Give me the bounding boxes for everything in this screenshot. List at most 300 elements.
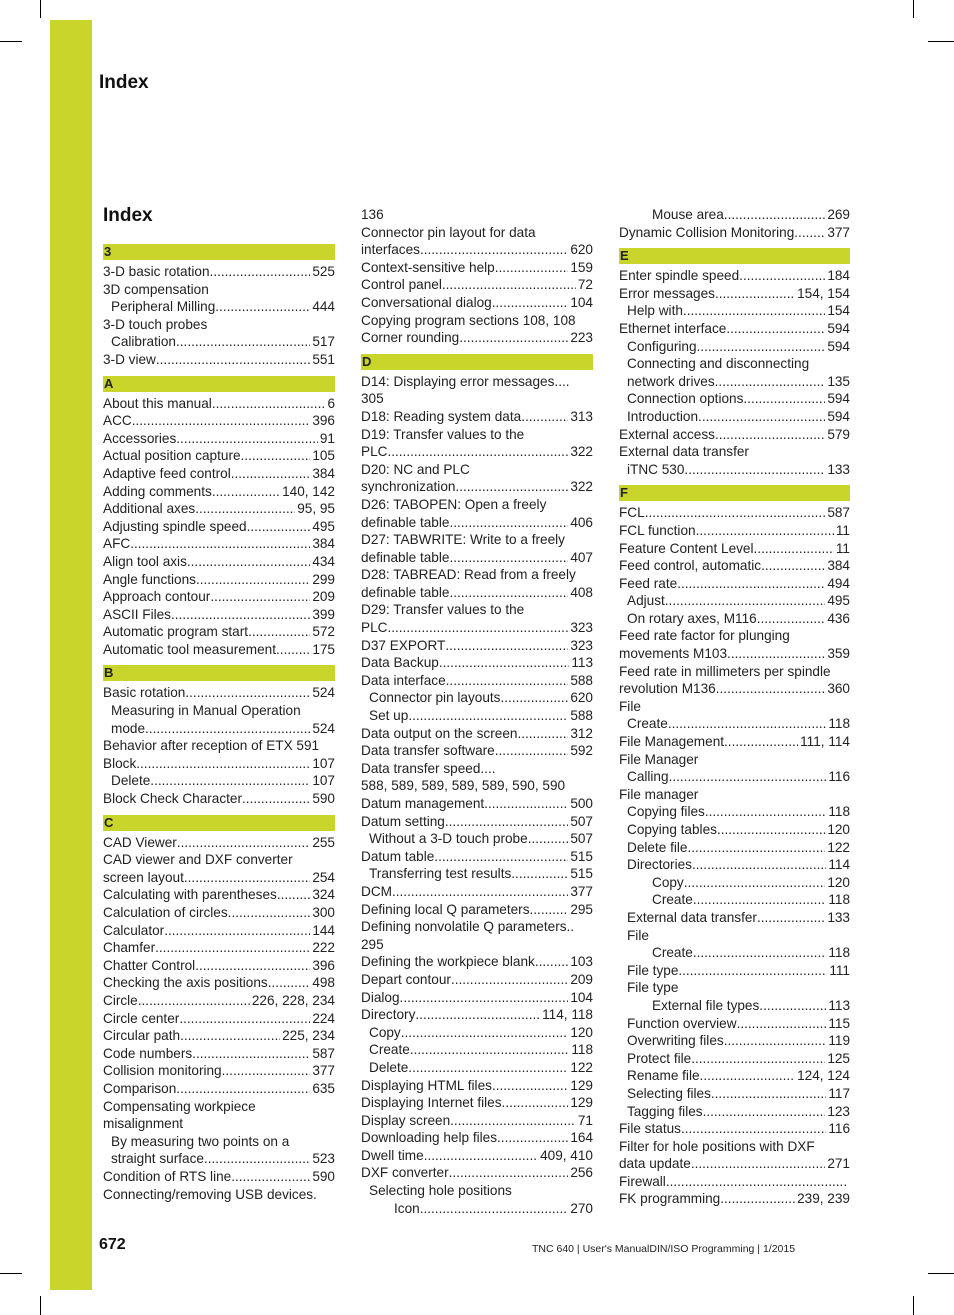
letter-section-header: D bbox=[361, 354, 593, 370]
dot-leader bbox=[761, 557, 825, 575]
entry-page-ref: 133 bbox=[827, 909, 850, 925]
entry-term: Protect file bbox=[627, 1050, 692, 1066]
entry-page-ref: 396 bbox=[312, 957, 335, 973]
index-entry bbox=[361, 742, 593, 760]
entry-term: synchronization bbox=[361, 479, 456, 495]
entry-term: Automatic program start bbox=[103, 624, 249, 640]
index-entry bbox=[361, 259, 593, 277]
index-subentry bbox=[619, 1015, 850, 1033]
entry-term: Displaying HTML files bbox=[361, 1077, 492, 1093]
index-entry bbox=[103, 886, 335, 904]
entry-page-ref: 254 bbox=[312, 869, 335, 885]
index-heading: Index bbox=[103, 205, 153, 226]
index-subentry bbox=[361, 1200, 593, 1218]
entry-term: Conversational dialog bbox=[361, 294, 492, 310]
entry-page-ref: 118 bbox=[828, 804, 850, 820]
index-entry bbox=[103, 351, 335, 369]
entry-page-ref: 105 bbox=[312, 448, 335, 464]
index-entry bbox=[361, 1077, 593, 1095]
entry-term: Icon bbox=[394, 1200, 420, 1216]
dot-leader bbox=[677, 575, 825, 593]
index-entry bbox=[103, 939, 335, 957]
entry-term: iTNC 530 bbox=[627, 461, 685, 477]
entry-page-ref: 118 bbox=[828, 716, 850, 732]
entry-page-ref: 122 bbox=[827, 839, 850, 855]
entry-page-ref: 620 bbox=[570, 242, 593, 258]
entry-term: Create bbox=[369, 1042, 410, 1058]
entry-term: Block bbox=[103, 755, 137, 771]
entry-term: Collision monitoring bbox=[103, 1063, 222, 1079]
index-entry bbox=[619, 1120, 850, 1138]
entry-page-ref: 295 bbox=[570, 901, 593, 917]
index-subentry bbox=[619, 592, 850, 610]
index-entry: D28: TABREAD: Read from a freely bbox=[361, 567, 576, 583]
dot-leader bbox=[204, 1150, 310, 1168]
entry-page-ref: 494 bbox=[827, 575, 850, 591]
entry-term: Basic rotation bbox=[103, 685, 186, 701]
index-subentry bbox=[619, 874, 850, 892]
entry-page-ref: 271 bbox=[827, 1156, 850, 1172]
index-subentry bbox=[619, 944, 850, 962]
index-entry bbox=[619, 645, 850, 663]
index-entry: Data transfer speed.... bbox=[361, 760, 496, 776]
crop-mark bbox=[0, 41, 22, 42]
dot-leader bbox=[691, 1155, 826, 1173]
dot-leader bbox=[724, 733, 798, 751]
entry-term: Directories bbox=[627, 857, 692, 873]
index-entry bbox=[103, 755, 335, 773]
index-entry bbox=[103, 263, 335, 281]
index-entry bbox=[619, 320, 850, 338]
dot-leader bbox=[645, 504, 826, 522]
entry-page-ref: 384 bbox=[827, 558, 850, 574]
entry-term: External data transfer bbox=[627, 909, 757, 925]
dot-leader bbox=[517, 725, 568, 743]
index-entry bbox=[361, 637, 593, 655]
entry-page-ref: 256 bbox=[570, 1165, 593, 1181]
dot-leader bbox=[187, 553, 310, 571]
entry-page-ref: 587 bbox=[312, 1045, 335, 1061]
entry-term: Transferring test results bbox=[369, 866, 512, 882]
index-entry: Filter for hole positions with DXF bbox=[619, 1138, 815, 1154]
entry-term: network drives bbox=[627, 373, 715, 389]
dot-leader bbox=[130, 535, 310, 553]
index-entry bbox=[361, 1129, 593, 1147]
index-entry: Feed rate factor for plunging bbox=[619, 628, 790, 644]
index-entry bbox=[103, 553, 335, 571]
index-subentry bbox=[619, 962, 850, 980]
index-entry bbox=[619, 1155, 850, 1173]
index-entry: 295 bbox=[361, 936, 384, 952]
index-entry bbox=[361, 294, 593, 312]
entry-term: Dynamic Collision Monitoring bbox=[619, 224, 795, 240]
dot-leader bbox=[176, 1080, 310, 1098]
entry-term: straight surface bbox=[111, 1151, 204, 1167]
entry-page-ref: 507 bbox=[570, 831, 593, 847]
entry-page-ref: 523 bbox=[312, 1151, 335, 1167]
index-subentry: File bbox=[627, 927, 649, 943]
entry-page-ref: 300 bbox=[312, 905, 335, 920]
letter-section-header: F bbox=[619, 485, 850, 501]
entry-page-ref: 225, 234 bbox=[282, 1028, 335, 1044]
entry-term: mode bbox=[111, 720, 146, 736]
dot-leader bbox=[276, 641, 310, 659]
index-entry: Compensating workpiece bbox=[103, 1098, 256, 1114]
dot-leader bbox=[150, 772, 310, 790]
dot-leader bbox=[231, 1168, 310, 1186]
dot-leader bbox=[241, 447, 311, 465]
entry-page-ref: 116 bbox=[828, 769, 850, 785]
dot-leader bbox=[455, 478, 568, 496]
dot-leader bbox=[683, 302, 825, 320]
dot-leader bbox=[215, 298, 310, 316]
dot-leader bbox=[678, 962, 827, 980]
index-subentry bbox=[103, 1150, 335, 1168]
dot-leader bbox=[192, 1045, 310, 1063]
index-subentry bbox=[361, 1041, 593, 1059]
entry-page-ref: 396 bbox=[312, 413, 335, 429]
dot-leader bbox=[400, 989, 569, 1007]
index-subentry bbox=[619, 997, 850, 1015]
index-entry bbox=[619, 557, 850, 575]
dot-leader bbox=[739, 267, 825, 285]
dot-leader bbox=[715, 373, 826, 391]
index-entry bbox=[619, 575, 850, 593]
index-subentry bbox=[619, 1067, 850, 1085]
dot-leader bbox=[687, 839, 825, 857]
entry-page-ref: 587 bbox=[827, 505, 850, 521]
index-subentry bbox=[619, 891, 850, 909]
index-entry: 3D compensation bbox=[103, 281, 209, 297]
index-subentry bbox=[619, 1103, 850, 1121]
entry-page-ref: 120 bbox=[570, 1024, 593, 1040]
dot-leader bbox=[212, 395, 326, 413]
entry-page-ref: 135 bbox=[827, 373, 850, 389]
dot-leader bbox=[451, 971, 568, 989]
entry-page-ref: 116 bbox=[828, 1121, 850, 1137]
entry-page-ref: 124, 124 bbox=[797, 1068, 850, 1084]
dot-leader bbox=[696, 522, 834, 540]
entry-page-ref: 515 bbox=[570, 866, 593, 882]
index-entry bbox=[619, 522, 850, 540]
index-entry bbox=[103, 518, 335, 536]
index-entry: D19: Transfer values to the bbox=[361, 426, 525, 442]
dot-leader bbox=[231, 465, 311, 483]
dot-leader bbox=[439, 654, 569, 672]
entry-term: Defining local Q parameters bbox=[361, 901, 530, 917]
entry-term: Datum table bbox=[361, 848, 435, 864]
index-subentry bbox=[619, 803, 850, 821]
entry-page-ref: 579 bbox=[827, 426, 850, 442]
dot-leader bbox=[387, 619, 568, 637]
entry-page-ref: 222 bbox=[312, 940, 335, 956]
entry-term: Accessories bbox=[103, 430, 177, 446]
index-entry: D29: Transfer values to the bbox=[361, 602, 525, 618]
dot-leader bbox=[145, 720, 310, 738]
dot-leader bbox=[228, 904, 311, 922]
index-subentry bbox=[619, 715, 850, 733]
entry-term: Depart contour bbox=[361, 971, 451, 987]
entry-page-ref: 72 bbox=[577, 277, 593, 293]
entry-term: DXF converter bbox=[361, 1165, 449, 1181]
entry-term: About this manual bbox=[103, 395, 212, 411]
index-entry: Behavior after reception of ETX 591 bbox=[103, 738, 320, 754]
entry-term: Firewall bbox=[619, 1173, 666, 1189]
index-column-2 bbox=[361, 206, 593, 1217]
dot-leader bbox=[155, 939, 310, 957]
letter-section-header: C bbox=[103, 815, 335, 831]
entry-page-ref: 384 bbox=[312, 536, 335, 552]
entry-term: Feed rate bbox=[619, 575, 678, 591]
entry-page-ref: 140, 142 bbox=[282, 483, 335, 499]
dot-leader bbox=[717, 821, 825, 839]
letter-section-header: 3 bbox=[103, 244, 335, 260]
index-entry bbox=[103, 500, 335, 518]
index-entry bbox=[619, 680, 850, 698]
entry-term: Chamfer bbox=[103, 940, 156, 956]
dot-leader bbox=[277, 886, 311, 904]
entry-page-ref: 436 bbox=[827, 610, 850, 626]
entry-page-ref: 590 bbox=[312, 1168, 335, 1184]
index-entry bbox=[103, 992, 335, 1010]
entry-term: AFC bbox=[103, 536, 131, 552]
entry-page-ref: 154 bbox=[827, 303, 850, 319]
entry-term: Connector pin layouts bbox=[369, 690, 501, 706]
index-entry: CAD viewer and DXF converter bbox=[103, 852, 293, 868]
entry-term: revolution M136 bbox=[619, 681, 716, 697]
dot-leader bbox=[668, 715, 827, 733]
index-entry bbox=[103, 1080, 335, 1098]
index-entry: Feed rate in millimeters per spindle bbox=[619, 663, 831, 679]
entry-page-ref: 524 bbox=[312, 685, 335, 701]
entry-page-ref: 111, 114 bbox=[800, 734, 850, 750]
entry-page-ref: 164 bbox=[570, 1130, 593, 1146]
index-entry bbox=[103, 904, 335, 922]
dot-leader bbox=[459, 329, 568, 347]
entry-term: Actual position capture bbox=[103, 448, 241, 464]
entry-term: File Management bbox=[619, 734, 725, 750]
dot-leader bbox=[502, 1094, 569, 1112]
dot-leader bbox=[669, 768, 827, 786]
dot-leader bbox=[492, 1077, 568, 1095]
entry-page-ref: 409, 410 bbox=[540, 1147, 593, 1163]
entry-page-ref: 384 bbox=[312, 465, 335, 481]
entry-page-ref: 500 bbox=[570, 796, 593, 811]
entry-page-ref: 125 bbox=[827, 1050, 850, 1066]
dot-leader bbox=[171, 606, 310, 624]
entry-term: movements M103 bbox=[619, 646, 728, 662]
entry-page-ref: 407 bbox=[570, 549, 593, 565]
index-entry bbox=[361, 329, 593, 347]
dot-leader bbox=[720, 1190, 795, 1208]
entry-term: Tagging files bbox=[627, 1103, 703, 1119]
dot-leader bbox=[693, 891, 827, 909]
index-entry bbox=[361, 953, 593, 971]
entry-page-ref: 495 bbox=[312, 518, 335, 534]
entry-term: External access bbox=[619, 426, 715, 442]
entry-page-ref: 223 bbox=[570, 330, 593, 346]
index-entry bbox=[103, 1010, 335, 1028]
dot-leader bbox=[179, 1010, 310, 1028]
entry-page-ref: 551 bbox=[312, 351, 335, 367]
entry-page-ref: 408 bbox=[570, 584, 593, 600]
index-entry bbox=[103, 571, 335, 589]
dot-leader bbox=[185, 684, 310, 702]
entry-term: Data transfer software bbox=[361, 743, 495, 759]
entry-term: Chatter Control bbox=[103, 957, 196, 973]
index-entry: 588, 589, 589, 589, 589, 590, 590 bbox=[361, 778, 566, 794]
entry-page-ref: 115 bbox=[828, 1015, 850, 1031]
dot-leader bbox=[484, 795, 568, 813]
crop-mark bbox=[928, 41, 954, 42]
index-subentry bbox=[361, 1059, 593, 1077]
index-entry bbox=[361, 584, 593, 602]
entry-page-ref: 588 bbox=[570, 708, 593, 724]
entry-page-ref: 120 bbox=[827, 874, 850, 890]
index-subentry bbox=[619, 768, 850, 786]
entry-term: Copy bbox=[369, 1024, 401, 1040]
index-subentry bbox=[361, 1024, 593, 1042]
dot-leader bbox=[715, 285, 795, 303]
entry-term: 3-D basic rotation bbox=[103, 264, 210, 279]
crop-mark bbox=[928, 1273, 954, 1274]
dot-leader bbox=[724, 1032, 827, 1050]
entry-term: Code numbers bbox=[103, 1045, 193, 1061]
index-entry bbox=[103, 606, 335, 624]
index-subentry bbox=[619, 338, 850, 356]
index-entry: File bbox=[619, 698, 641, 714]
entry-term: Connection options bbox=[627, 391, 744, 407]
entry-term: FK programming bbox=[619, 1191, 721, 1207]
index-entry bbox=[619, 504, 850, 522]
index-entry bbox=[361, 989, 593, 1007]
entry-term: Automatic tool measurement bbox=[103, 641, 277, 657]
entry-term: Help with bbox=[627, 303, 683, 319]
entry-page-ref: 11 bbox=[835, 540, 850, 556]
index-entry bbox=[103, 588, 335, 606]
dot-leader bbox=[424, 1147, 538, 1165]
entry-page-ref: 122 bbox=[570, 1059, 593, 1075]
entry-page-ref: 269 bbox=[827, 207, 850, 222]
entry-page-ref: 255 bbox=[312, 834, 335, 850]
dot-leader bbox=[176, 430, 318, 448]
index-subentry bbox=[619, 408, 850, 426]
entry-page-ref: 313 bbox=[570, 408, 593, 424]
dot-leader bbox=[196, 571, 310, 589]
dot-leader bbox=[492, 294, 569, 312]
entry-term: Comparison bbox=[103, 1080, 177, 1096]
entry-term: Introduction bbox=[627, 408, 699, 424]
index-subentry bbox=[103, 720, 335, 738]
entry-term: Data Backup bbox=[361, 655, 439, 671]
dot-leader bbox=[681, 1120, 826, 1138]
index-entry bbox=[361, 408, 593, 426]
entry-term: Configuring bbox=[627, 338, 697, 354]
index-entry: Connecting/removing USB devices. bbox=[103, 1186, 317, 1202]
entry-term: definable table bbox=[361, 549, 450, 565]
entry-term: Downloading help files bbox=[361, 1130, 498, 1146]
dot-leader bbox=[450, 1112, 576, 1130]
entry-page-ref: 322 bbox=[570, 444, 593, 460]
entry-term: DCM bbox=[361, 883, 392, 899]
dot-leader bbox=[442, 276, 576, 294]
entry-term: Data output on the screen bbox=[361, 725, 518, 741]
dot-leader bbox=[700, 1067, 796, 1085]
index-entry bbox=[619, 426, 850, 444]
entry-page-ref: 592 bbox=[570, 743, 593, 759]
dot-leader bbox=[495, 742, 569, 760]
entry-page-ref: 377 bbox=[827, 224, 850, 240]
index-subentry: Connecting and disconnecting bbox=[627, 356, 810, 372]
footer-manual-reference: TNC 640 | User's ManualDIN/ISO Programming | 1/2015 bbox=[532, 1243, 796, 1255]
dot-leader bbox=[445, 813, 568, 831]
dot-leader bbox=[665, 592, 826, 610]
entry-page-ref: 224 bbox=[312, 1010, 335, 1026]
entry-page-ref: 118 bbox=[571, 1042, 593, 1058]
dot-leader bbox=[415, 1006, 540, 1024]
index-entry: Copying program sections 108, 108 bbox=[361, 312, 576, 328]
entry-page-ref: 590 bbox=[312, 791, 335, 807]
entry-page-ref: 114 bbox=[828, 857, 850, 873]
dot-leader bbox=[794, 224, 825, 242]
index-entry bbox=[361, 1112, 593, 1130]
entry-page-ref: 322 bbox=[570, 479, 593, 495]
entry-page-ref: 507 bbox=[570, 813, 593, 829]
entry-term: CAD Viewer bbox=[103, 834, 177, 850]
entry-page-ref: 184 bbox=[827, 268, 850, 284]
dot-leader bbox=[759, 997, 826, 1015]
entry-term: D18: Reading system data bbox=[361, 408, 522, 424]
index-subentry: File type bbox=[627, 980, 679, 996]
entry-term: 3-D view bbox=[103, 351, 156, 367]
entry-term: Function overview bbox=[627, 1015, 737, 1031]
dot-leader bbox=[410, 1041, 570, 1059]
dot-leader bbox=[176, 333, 310, 351]
index-entry bbox=[361, 619, 593, 637]
entry-page-ref: 104 bbox=[570, 294, 593, 310]
index-entry bbox=[103, 430, 335, 448]
index-subentry bbox=[361, 830, 593, 848]
index-entry: misalignment bbox=[103, 1116, 184, 1132]
crop-mark bbox=[40, 0, 41, 18]
dot-leader bbox=[449, 514, 568, 532]
entry-page-ref: 323 bbox=[570, 637, 593, 653]
index-entry bbox=[103, 641, 335, 659]
dot-leader bbox=[195, 957, 310, 975]
entry-page-ref: 154, 154 bbox=[797, 285, 850, 301]
index-entry bbox=[103, 483, 335, 501]
index-entry: D27: TABWRITE: Write to a freely bbox=[361, 532, 565, 548]
entry-term: ASCII Files bbox=[103, 606, 171, 622]
entry-term: Condition of RTS line bbox=[103, 1168, 232, 1184]
index-subentry bbox=[361, 689, 593, 707]
entry-page-ref: 113 bbox=[571, 655, 593, 671]
entry-term: Adjusting spindle speed bbox=[103, 518, 247, 534]
entry-page-ref: 103 bbox=[570, 954, 593, 970]
dot-leader bbox=[703, 1103, 826, 1121]
index-entry bbox=[619, 285, 850, 303]
dot-leader bbox=[497, 1129, 568, 1147]
dot-leader bbox=[757, 610, 826, 628]
index-entry bbox=[103, 623, 335, 641]
entry-term: Directory bbox=[361, 1007, 416, 1023]
entry-page-ref: 323 bbox=[570, 620, 593, 636]
entry-term: Feed control, automatic bbox=[619, 558, 762, 574]
dot-leader bbox=[387, 443, 568, 461]
index-entry bbox=[103, 957, 335, 975]
entry-term: interfaces bbox=[361, 242, 420, 258]
dot-leader bbox=[449, 584, 568, 602]
